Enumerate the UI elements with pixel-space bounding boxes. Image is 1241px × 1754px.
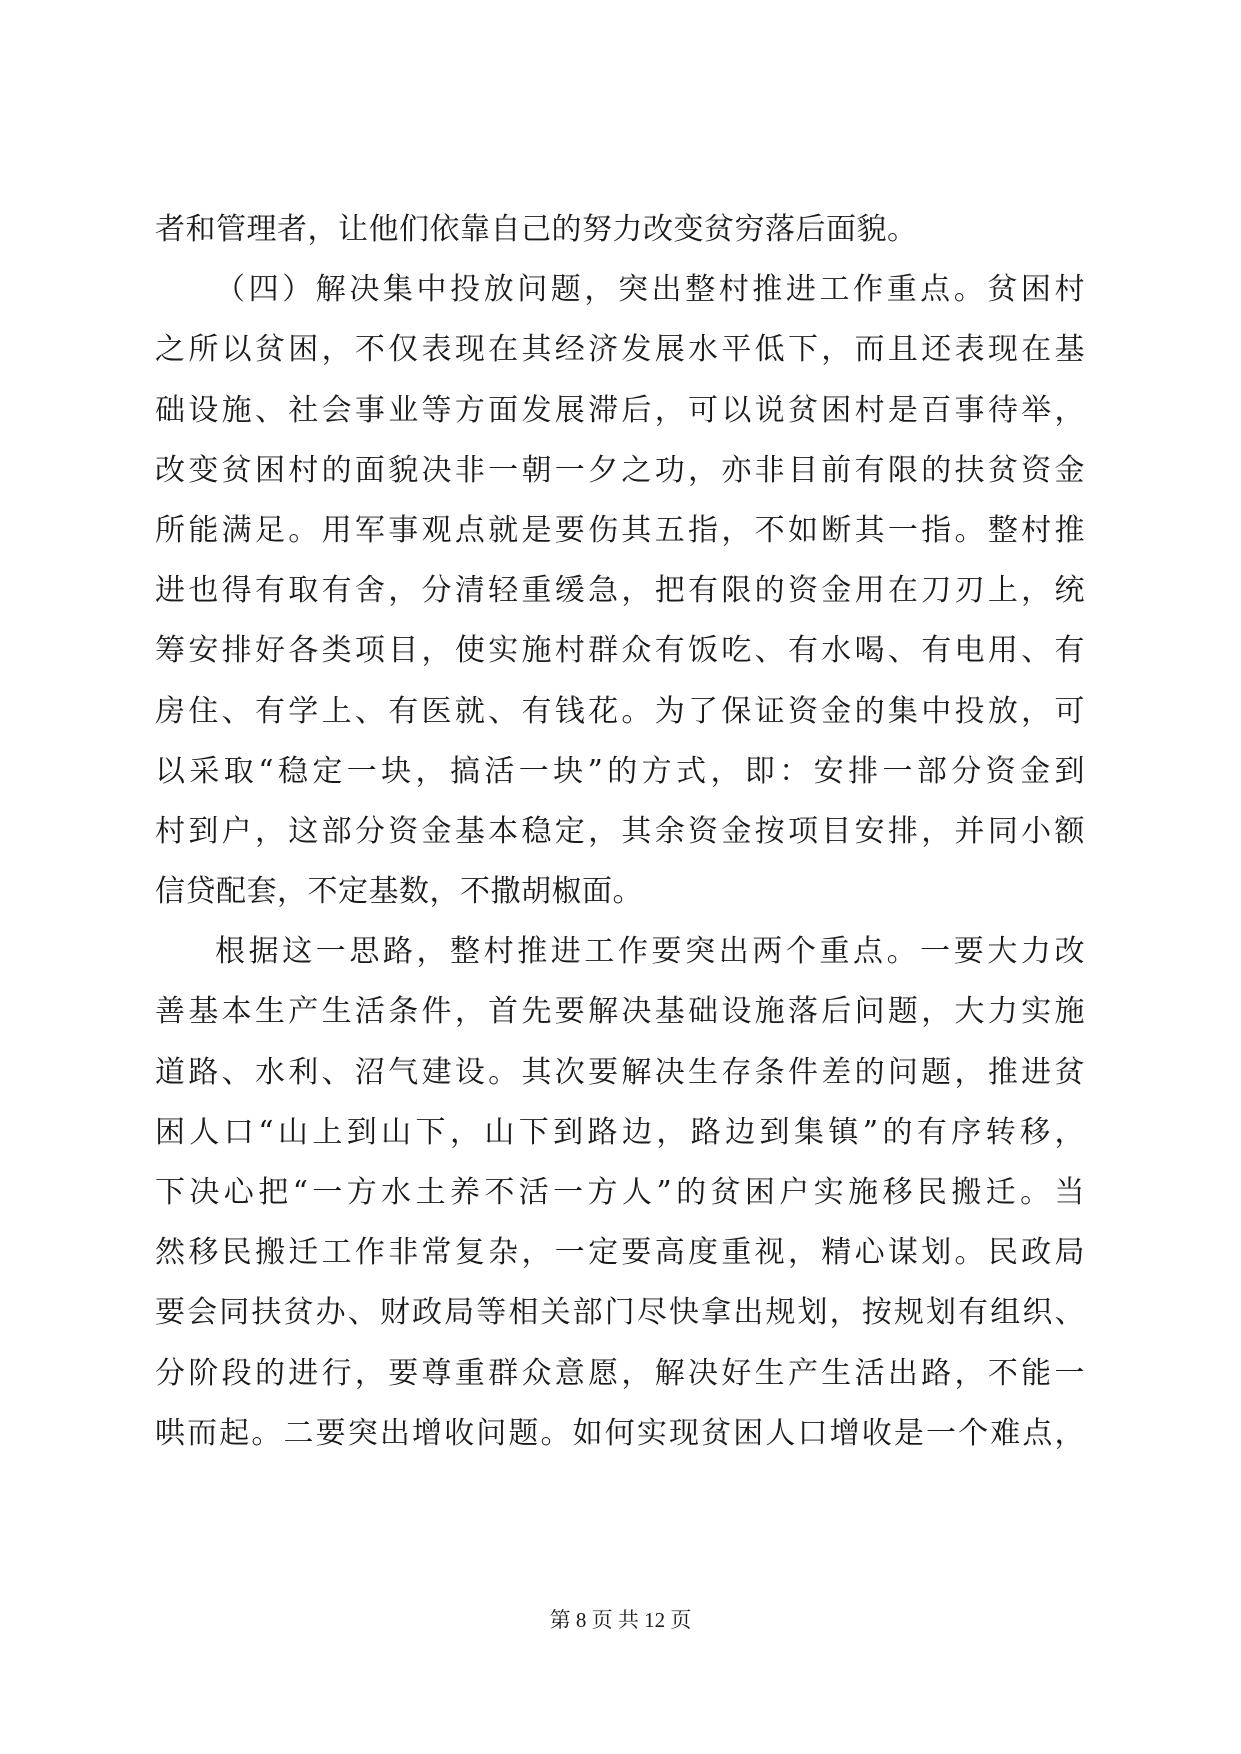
text-line: 之所以贫困，不仅表现在其经济发展水平低下，而且还表现在基	[155, 332, 1085, 368]
text-line: 根据这一思路，整村推进工作要突出两个重点。一要大力改	[215, 934, 1085, 970]
text-line: 要会同扶贫办、财政局等相关部门尽快拿出规划，按规划有组织、	[155, 1295, 1085, 1331]
text-line: 进也得有取有舍，分清轻重缓急，把有限的资金用在刀刃上，统	[155, 573, 1085, 609]
text-line: 哄而起。二要突出增收问题。如何实现贫困人口增收是一个难点，	[155, 1415, 1085, 1451]
text-line: 分阶段的进行，要尊重群众意愿，解决好生产生活出路，不能一	[155, 1355, 1085, 1391]
text-line: 房住、有学上、有医就、有钱花。为了保证资金的集中投放，可	[155, 693, 1085, 729]
text-line: 善基本生产生活条件，首先要解决基础设施落后问题，大力实施	[155, 994, 1085, 1030]
text-line: 改变贫困村的面貌决非一朝一夕之功，亦非目前有限的扶贫资金	[155, 452, 1085, 488]
text-line: 信贷配套，不定基数，不撒胡椒面。	[155, 874, 643, 910]
text-line: 村到户，这部分资金基本稳定，其余资金按项目安排，并同小额	[155, 813, 1085, 849]
text-line: 道路、水利、沼气建设。其次要解决生存条件差的问题，推进贫	[155, 1054, 1085, 1090]
text-line: （四）解决集中投放问题，突出整村推进工作重点。贫困村	[215, 272, 1085, 308]
text-line: 者和管理者，让他们依靠自己的努力改变贫穷落后面貌。	[155, 212, 918, 247]
text-line: 下决心把“一方水土养不活一方人”的贫困户实施移民搬迁。当	[155, 1175, 1085, 1210]
text-line: 困人口“山上到山下，山下到路边，路边到集镇”的有序转移，	[155, 1114, 1085, 1150]
text-line: 所能满足。用军事观点就是要伤其五指，不如断其一指。整村推	[155, 512, 1085, 548]
text-line: 础设施、社会事业等方面发展滞后，可以说贫困村是百事待举，	[155, 392, 1085, 428]
text-line: 然移民搬迁工作非常复杂，一定要高度重视，精心谋划。民政局	[155, 1235, 1085, 1271]
page-number-footer: 第 8 页 共 12 页	[549, 1608, 692, 1632]
text-line: 以采取“稳定一块，搞活一块”的方式，即：安排一部分资金到	[155, 753, 1085, 789]
body-text	[155, 200, 1085, 1464]
text-line: 筹安排好各类项目，使实施村群众有饭吃、有水喝、有电用、有	[155, 633, 1085, 669]
